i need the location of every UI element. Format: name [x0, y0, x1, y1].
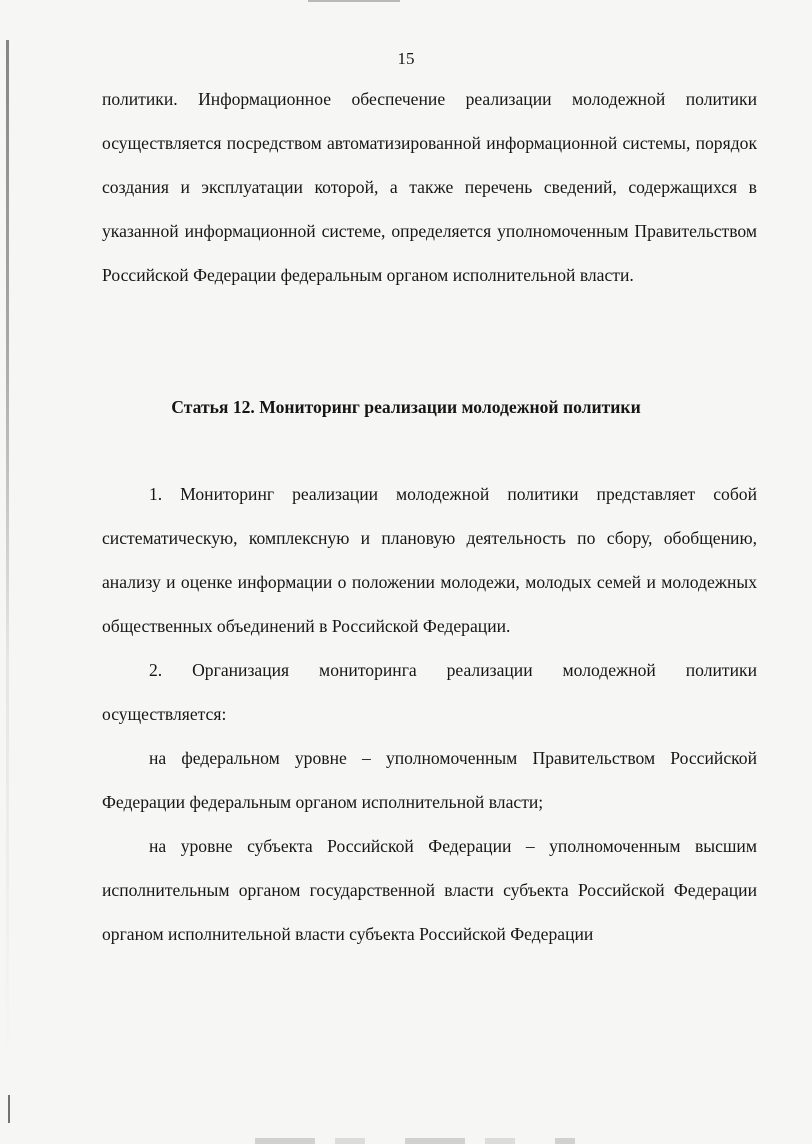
scan-edge-mark [308, 0, 400, 2]
scan-edge-shadow [8, 1095, 10, 1123]
article-heading: Статья 12. Мониторинг реализации молодежной политики [171, 397, 641, 417]
text-block-article [102, 472, 757, 956]
paragraph: 2. Организация мониторинга реализации молодежной политики осуществляется: [102, 660, 757, 724]
paragraph: на федеральном уровне – уполномоченным Правительством Российской Федерации федеральным органом исполнительной власти; [102, 748, 757, 812]
paragraph: политики. Информационное обеспечение реализации молодежной политики осуществляется посредством автоматизированной информационной системы, порядок создания и эксплуатации которой, а также перечень сведений, содержащихся в указанной информационной системе, определяется уполномоченным Правительством Российской Федерации федеральным органом исполнительной власти. [102, 89, 757, 285]
scan-edge-shadow [6, 40, 9, 1070]
paragraph: на уровне субъекта Российской Федерации – уполномоченным высшим исполнительным органом государственной власти субъекта Российской Федерации органом исполнительной власти субъекта Российской Федерации [102, 836, 757, 944]
text-block-top [102, 77, 757, 297]
paragraph: 1. Мониторинг реализации молодежной политики представляет собой систематическую, комплексную и плановую деятельность по сбору, обобщению, анализу и оценке информации о положении молодежи, молодых семей и молодежных общественных объединений в Российской Федерации. [102, 484, 757, 636]
page-number: 15 [397, 49, 415, 68]
scan-edge-mark [255, 1138, 575, 1144]
